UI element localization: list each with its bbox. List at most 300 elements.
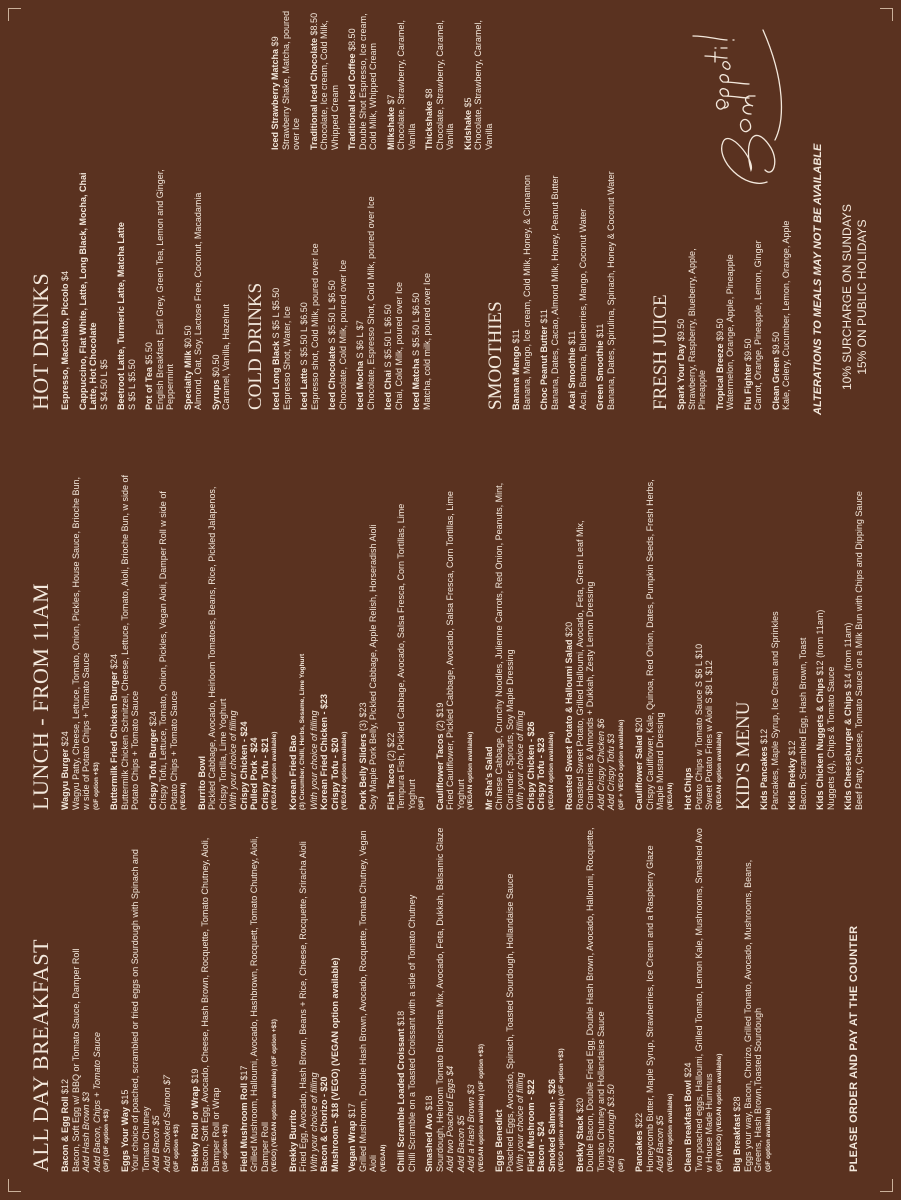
menu-item-name: Hot Chips	[683, 767, 693, 810]
menu-item-price: S $5.50 L $6.50	[383, 304, 393, 368]
menu-item-name: Brekky Burrito	[287, 1109, 298, 1172]
menu-item-roasted-sweet-potato-halloumi-salad	[564, 475, 627, 810]
menu-item-description: (VEGAN option available) (GF option +$3)	[477, 1043, 485, 1172]
menu-item-description: (VEGAN option available)	[547, 731, 555, 810]
menu-item-description: Chocolate, Strawberry, Caramel, Vanilla	[434, 20, 455, 150]
menu-item-name: Traditional Iced Coffee	[347, 53, 357, 150]
menu-item-description: Mushroom - $18 (VEGO) (VEGAN option available)	[329, 957, 340, 1172]
order-at-counter-note: PLEASE ORDER AND PAY AT THE COUNTER	[848, 925, 860, 1172]
menu-item-price: $17	[347, 1103, 357, 1119]
menu-item-heading	[327, 150, 338, 410]
menu-item-description: (VEGAN)	[379, 1144, 387, 1172]
menu-item-name: Spark Your Day	[676, 343, 686, 410]
menu-item-heading	[386, 475, 397, 810]
menu-item-iced-mocha	[355, 150, 376, 410]
menu-item-tropical-breeze	[715, 210, 736, 410]
menu-item-heading	[575, 827, 586, 1172]
menu-item-description: (GF) (GF option +$3)	[103, 1108, 110, 1172]
menu-item-price: $9.50	[676, 318, 686, 342]
menu-item-heading	[211, 150, 222, 410]
menu-item-green-smoothie	[595, 110, 616, 410]
menu-item-price: $19	[189, 1068, 200, 1084]
menu-item-price: S $5.50 L $6.50	[299, 302, 309, 366]
menu-item-name: Choc Peanut Butter	[539, 325, 549, 410]
menu-item-description: (VEGAN option available)	[666, 1093, 674, 1172]
menu-item-name: Kids Cheeseburger & Chips	[843, 690, 853, 810]
breakfast-items	[60, 827, 774, 1172]
menu-item-description: Crispy Tofu - $20	[329, 737, 340, 810]
menu-item-description: Matcha, cold milk, poured over Ice	[421, 272, 432, 410]
section-title-smoothies: SMOOTHIES	[485, 301, 506, 410]
menu-item-description: With your choice of filling	[308, 1072, 319, 1172]
menu-item-name: Mr Sha's Salad	[483, 746, 494, 810]
menu-item-eggs-benedict	[494, 827, 568, 1172]
menu-item-name: Iced Chai	[383, 369, 393, 410]
menu-item-description: Wagyu Patty, Cheese, Lettuce, Tomato, Onion, Pickles, House Sauce, Brioche Bun, w side of Potato Chips + Tomato Sauce	[70, 476, 91, 810]
menu-item-heading	[424, 10, 435, 150]
menu-item-heading	[120, 827, 131, 1172]
menu-item-description: (VEGAN)	[180, 782, 187, 810]
menu-item-description: (VEGO option available) (GF option +$3)	[558, 1048, 565, 1172]
menu-item-description: Grilled Mushroom, Halloumi, Avocado, Hashbrown, Rocquett, Tomato Chutney, Aioli, Damper Roll	[249, 836, 270, 1172]
menu-item-description: (GF)	[617, 1158, 625, 1172]
menu-item-name: Clean Green	[770, 356, 781, 410]
smoothies-column	[485, 110, 623, 410]
section-title-cold-drinks: COLD DRINKS	[245, 282, 266, 410]
menu-item-price: $0.50	[210, 354, 221, 377]
menu-item-name: Espresso, Macchiato, Piccolo	[60, 283, 70, 410]
menu-item-price: S $5.50 L $6.50	[411, 292, 421, 356]
menu-item-brekky-stack	[575, 827, 628, 1172]
menu-item-heading	[309, 10, 320, 150]
menu-item-brekky-roll-or-wrap	[190, 827, 232, 1172]
menu-item-heading	[634, 827, 645, 1172]
menu-item-pancakes	[634, 827, 676, 1172]
menu-item-clean-green	[771, 210, 792, 410]
menu-item-heading	[288, 475, 299, 810]
menu-item-bacon-egg-roll	[60, 827, 113, 1172]
menu-item-description: Add Crispy Chicken $6	[595, 718, 606, 810]
menu-item-heading	[815, 475, 826, 810]
menu-item-description: Sweet Potato Fries w Aioli S $8 L $12	[704, 660, 714, 810]
menu-item-description: Strawberry, Raspberry, Blueberry, Apple, Pineapple	[686, 248, 707, 410]
menu-item-description: Your choice of poached, scrambled or fried eggs on Sourdough with Spinach and Tomato Chutney	[130, 849, 151, 1172]
menu-item-description: Smoked Salmon - $26	[546, 1078, 557, 1172]
menu-item-spark-your-day	[676, 210, 708, 410]
section-title-breakfast: ALL DAY BREAKFAST	[28, 938, 53, 1172]
menu-item-description: Crispy Cauliflower, Kale, Quinoa, Red Onion, Dates, Pumpkin Seeds, Fresh Herbs, Maple Mustard Dressing	[644, 479, 665, 810]
menu-item-price: $20	[574, 1097, 585, 1113]
menu-item-crispy-tofu-burger	[148, 475, 190, 810]
menu-item-name: Eggs Your Way	[119, 1107, 130, 1172]
menu-item-acai-smoothie	[567, 110, 588, 410]
menu-item-heading	[116, 150, 127, 410]
menu-item-name: Cauliflower Salad	[634, 734, 644, 810]
menu-item-price: $24	[109, 653, 119, 669]
menu-item-flu-fighter	[743, 210, 764, 410]
menu-item-heading	[386, 10, 397, 150]
menu-item-kids-brekky	[787, 475, 808, 810]
menu-item-buttermilk-fried-chicken-burger	[109, 475, 141, 810]
menu-item-description: Field Mushroom - $22	[525, 1079, 536, 1172]
menu-item-name: Crispy Tofu Burger	[147, 728, 158, 810]
menu-item-name: Cappuccino, Flat White, Latte, Long Black, Mocha, Chai Latte, Hot Chocolate	[77, 172, 98, 410]
menu-item-vegan-wrap	[347, 827, 389, 1172]
surcharge-note	[840, 204, 870, 390]
menu-item-name: Korean Fried Bao	[287, 734, 298, 810]
cold-drinks-items	[271, 150, 432, 410]
menu-item-description: (GF option available)	[764, 1107, 772, 1172]
menu-item-description: Crispy Tofu - $21	[259, 737, 270, 810]
menu-item-name: Specialty Milk	[182, 350, 193, 410]
menu-item-heading	[383, 150, 394, 410]
menu-item-price: $9	[270, 36, 280, 47]
menu-item-description: (GF)	[418, 796, 425, 810]
menu-item-description: English Breakfast, Earl Grey, Green Tea, Lemon and Ginger, Peppermint	[154, 169, 175, 410]
menu-item-description: Add Bacon $5	[151, 1115, 161, 1172]
menu-item-heading	[771, 210, 782, 410]
menu-item-description: Chinese Cabbage, Crunchy Noodles, Julienne Carrots, Red Onion, Peanuts, Mint, Coriander, Sprouts, Soy Maple Dressing	[494, 482, 515, 810]
menu-item-description: Pulled Pork - $24	[249, 737, 259, 810]
menu-item-korean-fried-bao	[288, 475, 351, 810]
menu-item-heading	[60, 827, 71, 1172]
menu-item-name: Wagyu Burger	[60, 748, 70, 810]
menu-item-description: Chocolate, Espresso Shot, Cold Milk, poured over Ice	[365, 196, 376, 410]
menu-item-heading	[539, 110, 550, 410]
menu-item-description: Potato Chips w Tomato Sauce S $6 L $10	[693, 643, 704, 810]
menu-item-description: Banana, Dates, Spirulina, Spinach, Honey & Coconut Water	[605, 171, 616, 410]
menu-item-description: Chocolate, Cold Milk, poured over Ice	[337, 259, 348, 410]
menu-item-heading	[715, 210, 726, 410]
menu-item-description: Fried Egg, Avocado, Hash Brown, Beans + Rice, Cheese, Rocquette, Sriracha Aioli	[298, 841, 308, 1172]
menu-item-heading	[109, 475, 120, 810]
menu-item-name: Pork Belly Sliders	[357, 733, 368, 810]
menu-item-iced-matcha	[411, 150, 432, 410]
menu-item-heading	[683, 827, 694, 1172]
menu-item-heading	[347, 10, 358, 150]
menu-item-description: With your choice of filling	[308, 710, 319, 810]
menu-item-big-breakfast	[732, 827, 774, 1172]
menu-item-pot-of-tea	[144, 150, 176, 410]
menu-item-description: Watermelon, Orange, Apple, Pineapple	[725, 254, 735, 410]
menu-item-name: Iced Strawberry Matcha	[270, 48, 280, 150]
menu-item-description: Banana, Mango, Ice cream, Cold Milk, Honey, & Cinnamon	[521, 175, 532, 410]
menu-item-description: Carrot, Orange, Pineapple, Lemon, Ginger	[753, 240, 763, 410]
section-title-fresh-juice: FRESH JUICE	[650, 294, 671, 410]
menu-item-hot-chips	[683, 475, 725, 810]
lunch-column	[28, 475, 871, 810]
menu-item-kids-cheeseburger-chips	[843, 475, 864, 810]
menu-item-heading	[424, 827, 435, 1172]
menu-item-description: Chocolate, Strawberry, Caramel, Vanilla	[473, 20, 494, 150]
menu-item-description: (VEGAN option available)	[467, 731, 474, 810]
menu-item-price: $12 (from 11am)	[815, 609, 825, 676]
menu-item-heading	[148, 475, 159, 810]
menu-item-heading	[271, 150, 282, 410]
menu-item-espresso-macchiato-piccolo	[60, 150, 71, 410]
menu-item-name: Tropical Breeze	[714, 343, 725, 410]
hot-drinks-column	[28, 150, 239, 410]
menu-item-description: Fried Cauliflower, Pickled Cabbage, Avocado, Salsa Fresca, Corn Tortillas, Lime Yoghurt	[445, 491, 466, 810]
menu-item-description: Chocolate, Ice cream, Cold Milk, Whipped Cream	[319, 20, 340, 150]
menu-item-name: Pancakes	[634, 1130, 644, 1172]
menu-item-description: (VEGAN option available)	[341, 731, 348, 810]
menu-item-description: Add Sourdough $3.50	[606, 1084, 616, 1172]
menu-item-description: Add Smoked Salmon $7	[161, 1074, 172, 1172]
menu-item-wagyu-burger	[60, 475, 102, 810]
menu-item-chilli-scramble-loaded-croissant	[396, 827, 417, 1172]
menu-item-description: Pancakes, Maple Syrup, Ice Cream and Sprinkles	[769, 611, 780, 810]
menu-item-iced-strawberry-matcha	[270, 10, 302, 150]
menu-item-heading	[463, 10, 474, 150]
menu-item-name: Brekky Roll or Wrap	[189, 1086, 200, 1172]
menu-item-clean-breakfast-bowl	[683, 827, 725, 1172]
menu-item-heading	[144, 150, 155, 410]
menu-item-name: Milkshake	[385, 106, 396, 150]
menu-item-description: Add two Poached Eggs $4	[445, 1065, 455, 1172]
menu-item-smashed-avo	[424, 827, 487, 1172]
menu-item-name: Iced Latte	[299, 367, 309, 410]
menu-item-price: $20	[634, 717, 644, 733]
menu-item-description: Soy Maple Pork Belly, Pickled Cabbage, Apple Relish, Horseradish Aioli	[368, 524, 378, 810]
menu-item-price: $11	[595, 323, 605, 338]
menu-item-description: Korean Fried Chicken - $23	[319, 693, 329, 810]
menu-item-description: Sourdough, Heirloom Tomato Bruschetta Mix, Avocado, Feta, Dukkah, Balsamic Glaze	[434, 827, 445, 1172]
menu-item-name: Iced Matcha	[411, 358, 421, 410]
menu-item-description: Bacon & Chorizo - $20	[319, 1076, 329, 1172]
menu-item-description: With your choice of filling	[515, 710, 525, 810]
menu-item-description: (VEGAN option available)	[271, 731, 278, 810]
menu-item-description: (GF option +$3)	[173, 1124, 180, 1172]
menu-item-description: Add Hash Brown $3	[81, 1091, 91, 1172]
menu-item-name: Cauliflower Tacos	[434, 733, 445, 810]
menu-item-description: Strawberry Shake, Matcha, poured over Ice	[280, 10, 301, 150]
menu-item-name: Kids Chicken Nuggets & Chips	[815, 677, 825, 810]
menu-item-heading	[270, 10, 281, 150]
menu-item-description: Bacon, Soft Egg, Avocado, Cheese, Hash Brown, Rocquette, Tomato Chutney, Aioli, Damper Roll or Wrap	[200, 837, 221, 1172]
menu-item-name: Fish Tacos	[385, 763, 396, 810]
menu-item-name: Thickshake	[424, 100, 434, 150]
bon-appetit-logo	[685, 10, 795, 200]
menu-item-name: Iced Mocha	[355, 360, 365, 410]
menu-item-description: Crispy Tofu - $23	[536, 737, 546, 810]
menu-item-description: (GF) (VEGO) (VEGAN option available)	[715, 1053, 723, 1172]
menu-item-name: Iced Chocolate	[327, 345, 337, 410]
menu-item-name: Green Smoothie	[595, 340, 605, 410]
menu-item-description: Caramel, Vanilla, Hazelnut	[221, 304, 231, 410]
menu-item-description: Bacon - $24	[536, 1121, 546, 1172]
menu-item-price: (3) $23	[357, 702, 368, 731]
menu-item-description: Chilli Scramble on a Toasted Croissant with a side of Tomato Chutney	[406, 894, 417, 1172]
breakfast-column	[28, 827, 781, 1172]
menu-item-kids-pancakes	[759, 475, 780, 810]
menu-item-heading	[564, 475, 575, 810]
menu-item-heading	[78, 150, 99, 410]
menu-item-name: Kidshake	[462, 109, 473, 150]
menu-item-description: Kale, Celery, Cucumber, Lemon, Orange, Apple	[781, 220, 791, 410]
menu-item-name: Kids Brekky	[787, 757, 797, 810]
menu-item-name: Roasted Sweet Potato & Halloumi Salad	[564, 639, 574, 810]
menu-item-iced-chocolate	[327, 150, 348, 410]
menu-item-description: Tempura Fish, Pickled Cabbage, Avocado, Salsa Fresca, Corn Tortillas, Lime Yoghurt	[396, 503, 417, 810]
menu-item-heading	[288, 827, 299, 1172]
menu-item-heading	[355, 150, 366, 410]
menu-item-price: $5	[462, 97, 473, 108]
alterations-note: ALTERATIONS TO MEALS MAY NOT BE AVAILABLE	[812, 143, 824, 415]
menu-item-description: Nuggets (4), Chips & Tomato Sauce	[825, 666, 836, 810]
menu-item-price: $9.50	[714, 318, 725, 341]
menu-item-price: $12	[787, 740, 797, 756]
menu-item-burrito-bowl	[197, 475, 281, 810]
menu-item-description: With your choice of filling	[228, 710, 238, 810]
menu-item-price: $22	[634, 1112, 644, 1128]
menu-item-description: Add Bacon $5	[655, 1115, 665, 1172]
section-title-lunch: LUNCH - FROM 11AM	[28, 582, 53, 810]
menu-item-price: $11	[511, 329, 521, 344]
menu-item-heading	[411, 150, 422, 410]
menu-item-description: Crispy Chicken - $26	[525, 721, 536, 810]
menu-item-description: (VEGAN option available)	[715, 731, 723, 810]
menu-item-traditional-iced-coffee	[347, 10, 379, 150]
menu-item-price: $12	[60, 1078, 70, 1094]
smoothies-items	[511, 110, 616, 410]
lunch-items	[60, 475, 725, 810]
menu-item-price: $15	[119, 1089, 130, 1105]
menu-item-description: (VEGO) (VEGAN option available) (GF option +$3)	[271, 1019, 278, 1172]
menu-item-description: (VEGAN)	[666, 782, 674, 810]
menu-item-syrups	[211, 150, 232, 410]
menu-item-name: Big Breakfast	[732, 1113, 742, 1172]
menu-item-thickshake	[424, 10, 456, 150]
menu-item-price: $8	[424, 88, 434, 99]
menu-item-choc-peanut-butter	[539, 110, 560, 410]
cold-drinks-column-2	[270, 10, 501, 150]
menu-item-heading	[511, 110, 522, 410]
menu-item-name: Chilli Scramble Loaded Croissant	[396, 1028, 406, 1172]
menu-item-heading	[732, 827, 743, 1172]
menu-item-description: Chocolate, Strawberry, Caramel, Vanilla	[396, 20, 417, 150]
menu-item-pork-belly-sliders	[358, 475, 379, 810]
menu-item-heading	[676, 210, 687, 410]
menu-item-name: Vegan Wrap	[347, 1120, 357, 1172]
menu-item-specialty-milk	[183, 150, 204, 410]
menu-item-mr-sha-s-salad	[484, 475, 558, 810]
menu-item-description: Almond, Oat, Soy, Lactose Free, Coconut, Macadamia	[193, 192, 203, 410]
menu-item-brekky-burrito	[288, 827, 341, 1172]
menu-item-cauliflower-salad	[634, 475, 676, 810]
menu-item-name: Brekky Stack	[574, 1115, 585, 1172]
menu-item-heading	[239, 827, 250, 1172]
menu-item-cappuccino-flat-white-latte-long-black-mocha-chai-latte-hot-chocolate	[78, 150, 110, 410]
menu-item-name: Bacon & Egg Roll	[60, 1096, 70, 1172]
menu-item-heading	[299, 150, 310, 410]
menu-item-price: $17	[238, 1065, 249, 1081]
menu-item-price: $5.50	[144, 342, 154, 365]
menu-item-milkshake	[386, 10, 418, 150]
menu-item-name: Pot of Tea	[144, 367, 154, 410]
menu-item-price: S $6 L $7	[355, 320, 365, 359]
menu-item-heading	[435, 475, 446, 810]
menu-item-heading	[494, 827, 505, 1172]
surcharge-holidays: 15% ON PUBLIC HOLIDAYS	[855, 219, 869, 375]
menu-item-description: (GF option +$3)	[222, 1124, 229, 1172]
menu-item-name: Burrito Bowl	[196, 756, 207, 810]
menu-item-price: (2) $19	[434, 702, 445, 732]
menu-item-heading	[743, 210, 754, 410]
menu-item-price: (2) $22	[385, 732, 396, 762]
menu-item-name: Banana Mango	[511, 345, 521, 410]
menu-item-description: (3) Cucumber, Chilli, Herbs, Sesame, Lime Yoghurt	[299, 653, 306, 810]
menu-item-heading	[60, 475, 71, 810]
menu-item-price: $9.50	[770, 331, 781, 355]
menu-item-price: $24	[60, 731, 70, 747]
kids-items	[759, 475, 864, 810]
menu-item-price: $11	[539, 309, 549, 324]
menu-item-description: Chai, Cold Milk, poured over Ice	[393, 281, 404, 410]
menu-item-traditional-iced-chocolate	[309, 10, 341, 150]
menu-item-description: Add Bacon, Chips + Tomato Sauce	[91, 1031, 102, 1172]
menu-item-description: Honeycomb Butter, Maple Syrup, Strawberries, Ice Cream and a Raspberry Glaze	[644, 845, 655, 1172]
menu-item-heading	[759, 475, 770, 810]
menu-item-field-mushroom-roll	[239, 827, 281, 1172]
menu-item-heading	[634, 475, 645, 810]
menu-item-price: $18	[424, 1095, 434, 1111]
menu-item-name: Acai Smoothie	[567, 347, 577, 410]
hot-drinks-items	[60, 150, 232, 410]
menu-item-name: Syrups	[210, 379, 221, 410]
menu-item-description: S $5 L $5.50	[126, 359, 137, 410]
menu-item-description: Crispy Tofu, Lettuce, Tomato, Onion, Pickles, Vegan Aioli, Damper Roll w side of Potato Chips + Tomato Sauce	[158, 491, 179, 810]
menu-item-price: $9.50	[742, 338, 753, 361]
menu-item-description: Espresso Shot, Water, Ice	[281, 306, 292, 410]
menu-item-description: Two poached eggs, Halloumi, Grilled Tomato, Lemon Kale, Mushrooms, Smashed Avo w House Made Hummus	[693, 828, 714, 1172]
menu-item-iced-long-black	[271, 150, 292, 410]
menu-item-price: $24	[683, 1062, 693, 1078]
menu-item-description: Double Shot Espresso, Ice cream, Cold Milk, Whipped Cream	[357, 13, 378, 150]
menu-item-price: $8.50	[308, 12, 319, 36]
menu-item-price: $24	[147, 711, 158, 727]
menu-item-heading	[197, 475, 208, 810]
menu-item-description: Pickled Cabbage, Avocado, Heirloom Tomatoes, Beans, Rice, Pickled Jalapenos, Crispy Tortilla, Lime Yoghurt	[207, 486, 228, 810]
menu-item-beetroot-latte-turmeric-latte-matcha-latte	[116, 150, 137, 410]
menu-item-price: S $5 L $5.50	[271, 287, 281, 339]
menu-item-cauliflower-tacos	[435, 475, 477, 810]
menu-item-price: $8.50	[347, 28, 357, 51]
menu-item-price: $7	[385, 94, 396, 105]
menu-item-name: Iced Long Black	[271, 340, 281, 410]
menu-item-description: Grilled Mushroom, Double Hash Brown, Avocado, Rocquette, Tomato Chutney, Vegan Aioli	[357, 830, 378, 1172]
menu-item-iced-latte	[299, 150, 320, 410]
menu-item-price: $12	[759, 728, 769, 744]
menu-item-name: Beetroot Latte, Turmeric Latte, Matcha Latte	[116, 222, 126, 410]
menu-item-heading	[190, 827, 201, 1172]
menu-item-heading	[683, 475, 694, 810]
cold-drinks-items-2	[270, 10, 494, 150]
cold-drinks-column	[245, 150, 439, 410]
menu-item-description: Beef Patty, Cheese, Tomato Sauce on a Milk Bun with Chips and Dipping Sauce	[853, 491, 864, 810]
menu-item-price: $20	[564, 621, 574, 637]
menu-item-name: Field Mushroom Roll	[238, 1083, 249, 1172]
menu-item-name: Eggs Benedict	[494, 1109, 504, 1172]
menu-item-description: Poached Eggs, Avocado, Spinach, Toasted Sourdough, Hollandaise Sauce	[504, 873, 515, 1172]
menu-item-banana-mango	[511, 110, 532, 410]
menu-item-description: With your choice of filling	[515, 1072, 525, 1172]
menu-item-heading	[787, 475, 798, 810]
menu-item-fish-tacos	[386, 475, 428, 810]
menu-item-heading	[595, 110, 606, 410]
menu-item-description: Double Bacon, Double Fried Egg, Double Hash Brown, Avocado, Halloumi, Rocquette, Tomato Chutney and Hollandaise Sauce	[585, 827, 606, 1172]
menu-item-description: Bacon, Scrambled Egg, Hash Brown, Toast	[797, 637, 808, 810]
